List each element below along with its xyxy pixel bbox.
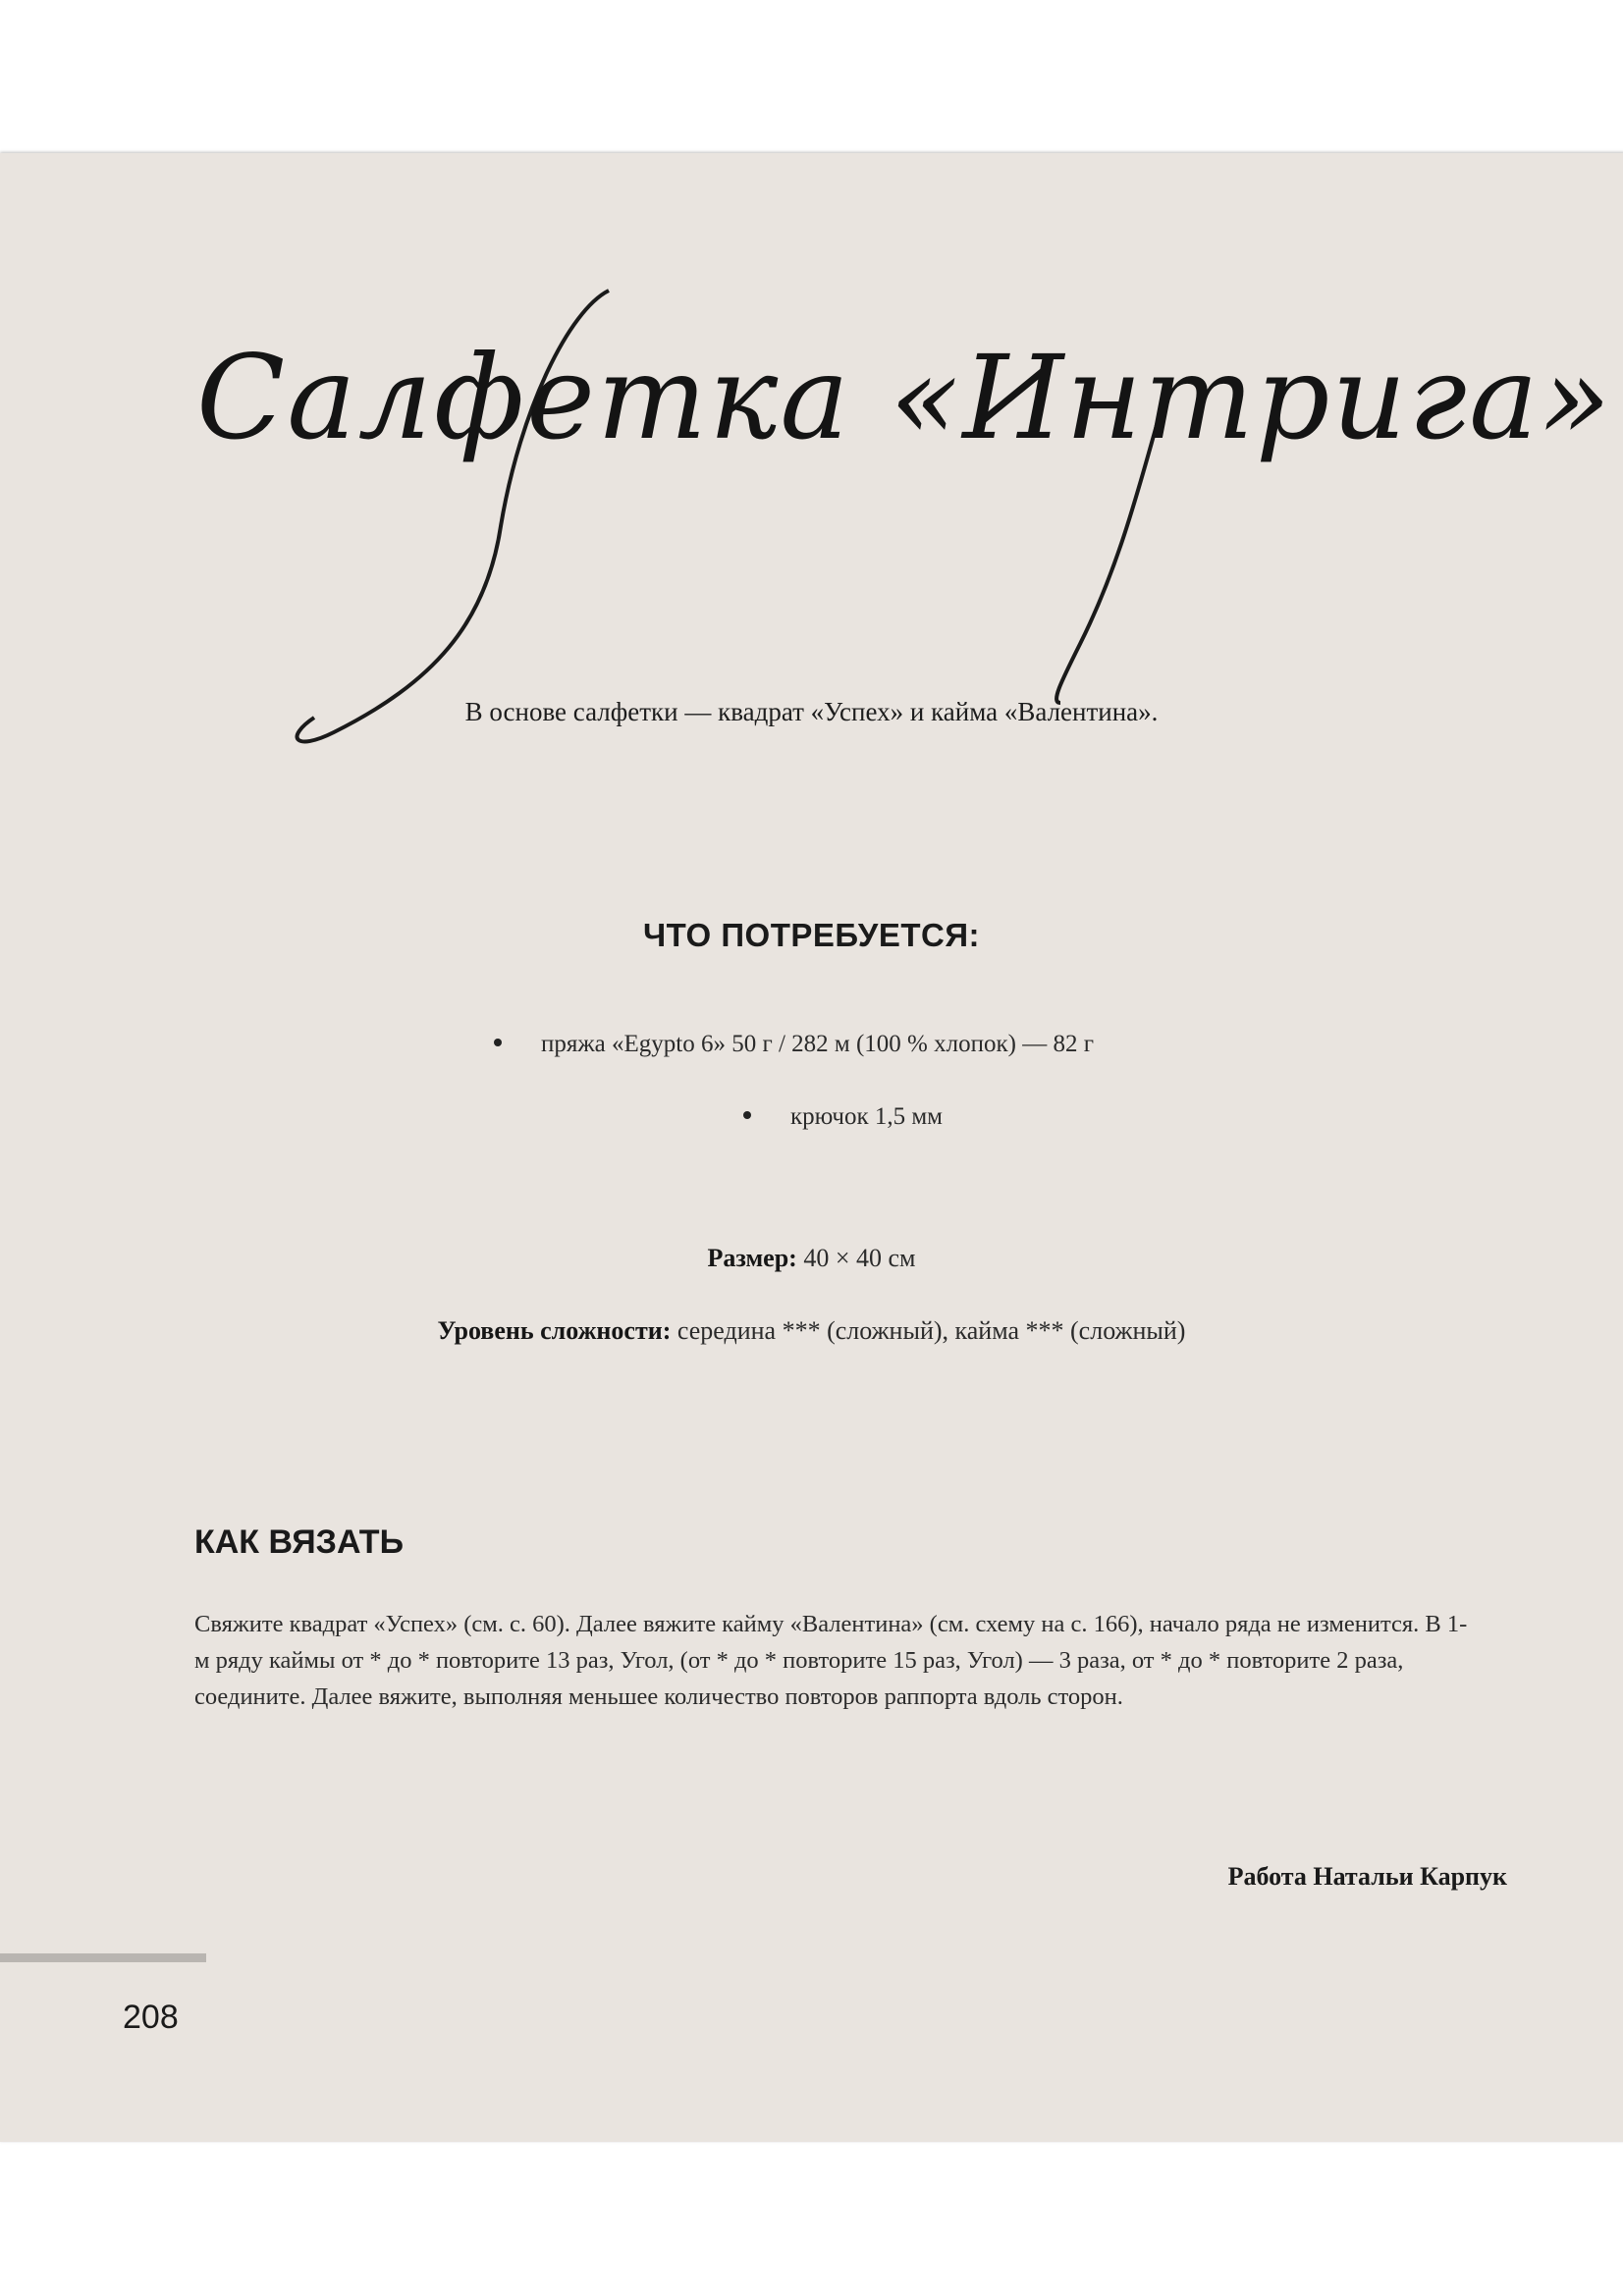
materials-item-hook	[743, 1103, 943, 1131]
book-page	[0, 153, 1623, 2142]
author-credit: Работа Натальи Карпук	[1227, 1862, 1507, 1891]
difficulty-value: середина *** (сложный), кайма *** (сложный)	[676, 1316, 1186, 1345]
howto-heading: КАК ВЯЗАТЬ	[194, 1523, 405, 1561]
page-title: Салфетка «Интрига»	[196, 330, 1613, 465]
materials-item-yarn	[494, 1031, 1094, 1058]
size-label: Размер:	[707, 1244, 797, 1272]
bullet-icon	[743, 1111, 751, 1119]
page-number: 208	[123, 1999, 179, 2036]
difficulty-line	[0, 1316, 1623, 1346]
size-value: 40 × 40 см	[803, 1244, 916, 1272]
materials-heading: ЧТО ПОТРЕБУЕТСЯ:	[642, 917, 981, 953]
intro-text: В основе салфетки — квадрат «Успех» и кайма «Валентина».	[464, 697, 1159, 726]
materials-item-text: крючок 1,5 мм	[790, 1103, 943, 1130]
howto-instructions: Свяжите квадрат «Успех» (см. с. 60). Далее вяжите кайму «Валентина» (см. схему на с. 166), начало ряда не изменится. В 1-м ряду каймы от * до * повторите 13 раз, Угол, (от * до * повторите 15 раз, Угол) — 3 раза, от * до * повторите 2 раза, соедините. Далее вяжите, выполняя меньшее количество повторов раппорта вдоль сторон.	[194, 1611, 1468, 1710]
footer-divider	[0, 1953, 206, 1962]
difficulty-label: Уровень сложности:	[437, 1316, 672, 1345]
size-line	[0, 1244, 1623, 1273]
materials-item-text: пряжа «Egypto 6» 50 г / 282 м (100 % хлопок) — 82 г	[541, 1031, 1094, 1057]
bullet-icon	[494, 1039, 502, 1046]
